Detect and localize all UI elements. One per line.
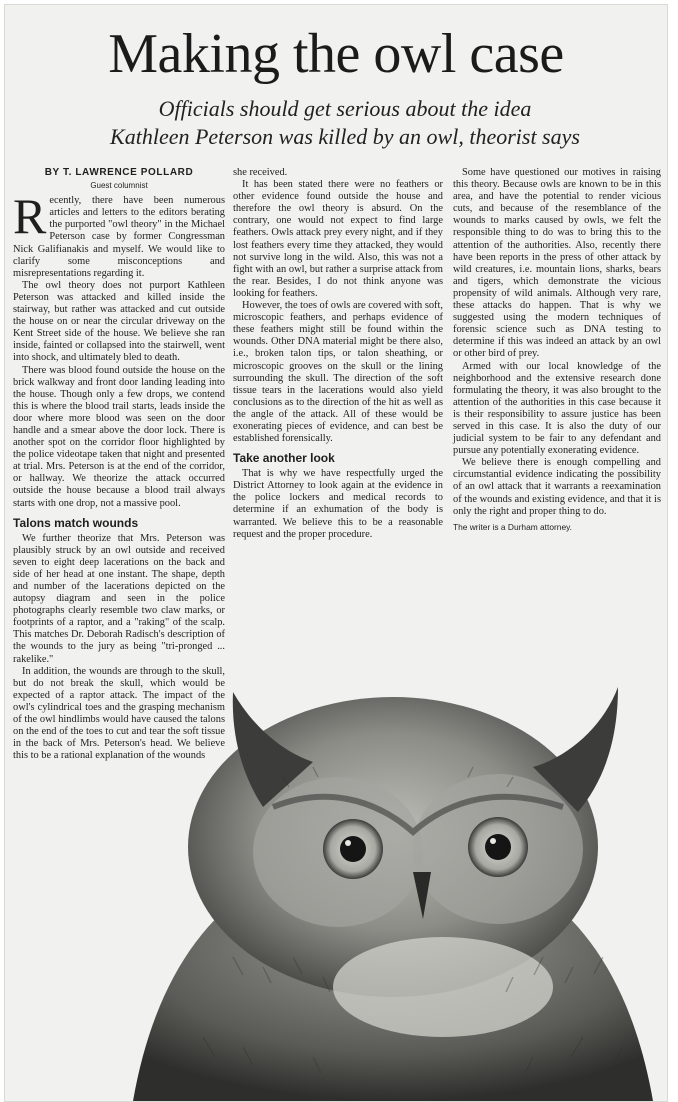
drop-cap: R — [13, 188, 47, 245]
paragraph: It has been stated there were no feathers or other evidence found outside the house and therefore the owl theory is absurd. On the contrary, one would not expect to find large feathers. Owls attack prey every night, and if they lost feathers every time they attacked, they would not survive long in the wild. Also, this was not a fight with an owl, but rather a surprise attack from the rear. Besides, I do not think anyone was looking for feathers. — [233, 179, 443, 299]
paragraph: However, the toes of owls are covered with soft, microscopic feathers, and perhaps evidence of these feathers might still be found within the wounds. Other DNA material might be there also, i.e., broken talon tips, or talon sheathing, or microscopic grooves on the skull or the lining surrounding the skull. The direction of the soft tissue tears in the lacerations would also yield conclusions as to the direction of the hit as well as the angle of the attack. All of these would be exonerating pieces of evidence, and can best be established forensically. — [233, 300, 443, 445]
article-column-3 — [453, 167, 661, 532]
byline-role: Guest columnist — [90, 181, 148, 191]
writer-note: The writer is a Durham attorney. — [453, 521, 572, 532]
deck-line-2: Kathleen Peterson was killed by an owl, theorist says — [110, 124, 580, 149]
paragraph: Armed with our local knowledge of the neighborhood and the extensive research done formulating the theory, it was also brought to the attention of the authorities in this case because it is their responsibility to assure justice has been served in this case. It is also the duty of our judicial system to be fair to any defendant and pursue any potentially exonerating evidence. — [453, 360, 661, 457]
subhead-another-look: Take another look — [233, 451, 335, 466]
paragraph: We believe there is enough compelling and circumstantial evidence indicating the possibility of an owl attack that it warrants a reexamination of the wounds and existing evidence, and that it is only the right and proper thing to do. — [453, 457, 661, 517]
paragraph: she received. — [233, 167, 288, 178]
newspaper-clipping — [4, 4, 668, 1102]
subhead-talons: Talons match wounds — [13, 515, 139, 530]
byline: BY T. LAWRENCE POLLARD — [44, 167, 194, 178]
paragraph: In addition, the wounds are through to the skull, but do not break the skull, which would be expected of a raptor attack. The impact of the owl's cylindrical toes and the grasping mechanism of the owl hindlimbs would have caused the talons on the end of the toes to cut and tear the soft tissue in the back of Mrs. Peterson's head. We believe this to be a rational explanation of the wounds — [13, 665, 225, 762]
paragraph: That is why we have respectfully urged the District Attorney to look again at the evidence in the police lockers and medical records to determine if an exhumation of the body is warranted. We believe this to be a reasonable request and the proper procedure. — [233, 468, 443, 540]
paragraph: The owl theory does not purport Kathleen Peterson was attacked and killed inside the stairway, but rather was attacked and cut outside the house on or near the circular driveway on the Kent Street side of the house. We believe she ran inside, fainted or collapsed into the stairwell, went into shock, and ultimately bled to death. — [13, 279, 225, 364]
deck-line-1: Officials should get serious about the idea — [158, 96, 532, 121]
article-column-2 — [233, 167, 443, 541]
paragraph: Some have questioned our motives in raising this theory. Because owls are known to be in this area, and have the potential to render vicious cuts, and because of the resemblance of the wounds to marks caused by owls, we felt the responsible thing to do was to bring this to the attention of the authorities. Also, recently there have been reports in the press of other attack by wild creatures, i.e. mountain lions, sharks, bears and tigers, which demonstrate the vicious propensity of wild animals. Although very rare, these attacks do happen. That is why we suggested using the modern techniques of forensic science such as DNA testing to determine if this was indeed an attack by an owl or other bird of prey. — [453, 167, 661, 360]
headline: Making the owl case — [108, 23, 564, 85]
paragraph: Recently, there have been numerous articles and letters to the editors berating the purported "owl theory" in the Michael Peterson case by former Congressman Nick Galifianakis and myself. We would like to clarify some misconceptions and misrepresentations regarding it. — [13, 188, 225, 279]
subheadline-deck — [45, 95, 645, 151]
paragraph: We further theorize that Mrs. Peterson was plausibly struck by an owl outside and received seven to eight deep lacerations on the back and side of her head at one instant. The shape, depth and number of the lacerations depicted on the autopsy diagram and seen in the police photographs clearly resemble two claw marks, or footprints of a raptor, and a "raking" of the scalp. This matches Dr. Deborah Radisch's description of the wounds to the jury as being "tri-pronged ... rakelike." — [13, 532, 225, 665]
paragraph: There was blood found outside the house on the brick walkway and front door landing leading into the house. Though only a few drops, we contend this is where the blood trail starts, leads inside the door where more blood was seen on the door handle and a smear above the door lock. There is another spot on the corridor floor highlighted by the police videotape taken that night and presented at trial. Mrs. Peterson is at the end of the corridor, or hallway. We theorize the attack occurred outside the house because a blood trail always starts with one drop, not a massive pool. — [13, 364, 225, 509]
owl-photo — [113, 657, 667, 1101]
